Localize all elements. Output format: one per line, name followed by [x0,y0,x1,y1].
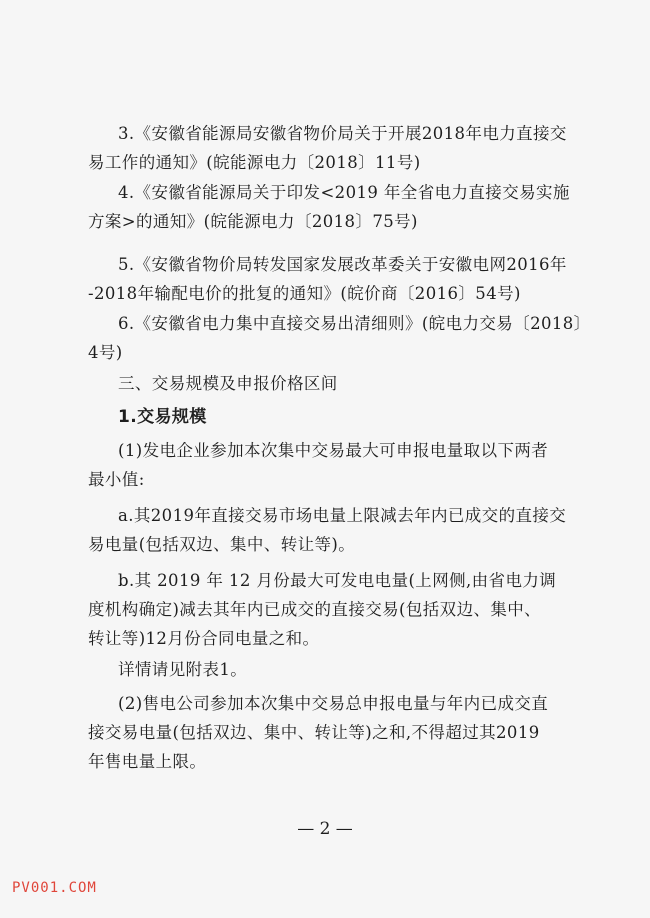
section-heading: 三、交易规模及申报价格区间 [118,374,338,393]
text-line: 年售电量上限。 [88,752,207,771]
subsection-heading: 1.交易规模 [118,407,207,427]
text-line: 易电量(包括双边、集中、转让等)。 [88,535,356,554]
text-line: 3.《安徽省能源局安徽省物价局关于开展2018年电力直接交 [118,124,567,143]
text-line: 4号) [88,343,123,362]
text-line: 4.《安徽省能源局关于印发<2019 年全省电力直接交易实施 [118,183,570,202]
text-line: b.其 2019 年 12 月份最大可发电电量(上网侧,由省电力调 [118,571,557,590]
text-line: 度机构确定)减去其年内已成交的直接交易(包括双边、集中、 [88,600,542,619]
text-line: 转让等)12月份合同电量之和。 [88,629,320,648]
watermark: PV001.COM [12,880,97,896]
text-line: 方案>的通知》(皖能源电力〔2018〕75号) [88,212,418,231]
text-line: 5.《安徽省物价局转发国家发展改革委关于安徽电网2016年 [118,255,567,274]
text-line: 详情请见附表1。 [118,660,248,679]
page-number: — 2 — [297,819,353,839]
text-line: 最小值: [88,470,145,489]
text-line: 接交易电量(包括双边、集中、转让等)之和,不得超过其2019 [88,723,540,742]
text-line: (1)发电企业参加本次集中交易最大可申报电量取以下两者 [118,441,549,460]
text-line: -2018年输配电价的批复的通知》(皖价商〔2016〕54号) [88,284,521,303]
text-line: a.其2019年直接交易市场电量上限减去年内已成交的直接交 [118,506,567,525]
text-line: 易工作的通知》(皖能源电力〔2018〕11号) [88,153,421,172]
text-line: 6.《安徽省电力集中直接交易出清细则》(皖电力交易〔2018〕 [118,314,591,333]
text-line: (2)售电公司参加本次集中交易总申报电量与年内已成交直 [118,694,549,713]
